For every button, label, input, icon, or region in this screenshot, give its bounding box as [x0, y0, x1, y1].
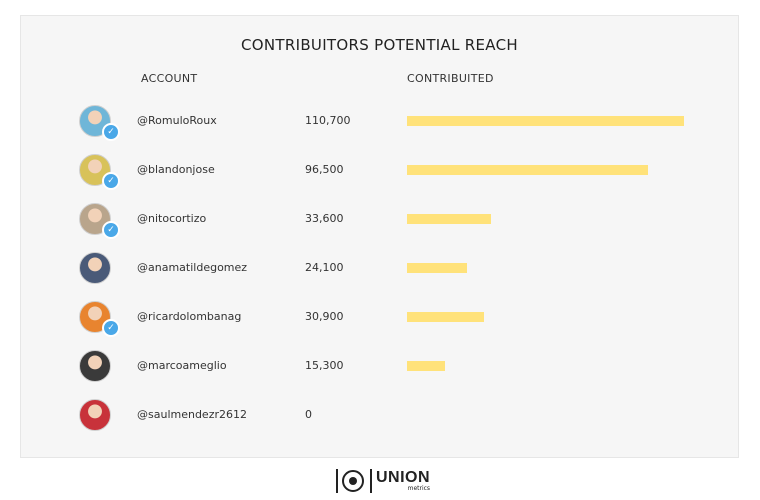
account-handle[interactable]: @RomuloRoux	[137, 114, 217, 127]
logo-divider	[370, 469, 372, 493]
account-handle[interactable]: @blandonjose	[137, 163, 215, 176]
table-row	[21, 150, 738, 194]
reach-bar	[407, 214, 491, 224]
reach-value: 24,100	[305, 261, 344, 274]
brand-name: UNION	[376, 469, 431, 486]
bar-track	[407, 410, 684, 420]
table-row	[21, 101, 738, 145]
reach-bar	[407, 263, 467, 273]
verified-check-icon: ✓	[102, 123, 120, 141]
table-row	[21, 297, 738, 341]
account-handle[interactable]: @saulmendezr2612	[137, 408, 247, 421]
bar-track	[407, 214, 684, 224]
account-handle[interactable]: @marcoameglio	[137, 359, 227, 372]
reach-value: 0	[305, 408, 312, 421]
avatar	[79, 399, 111, 431]
reach-bar	[407, 165, 648, 175]
account-column-header: ACCOUNT	[141, 72, 198, 85]
union-metrics-logo-icon	[342, 470, 364, 492]
bar-track	[407, 312, 684, 322]
reach-value: 15,300	[305, 359, 344, 372]
bar-track	[407, 165, 684, 175]
reach-bar	[407, 361, 445, 371]
reach-value: 33,600	[305, 212, 344, 225]
logo-divider	[336, 469, 338, 493]
account-handle[interactable]: @ricardolombanag	[137, 310, 242, 323]
bar-track	[407, 116, 684, 126]
verified-check-icon: ✓	[102, 172, 120, 190]
chart-panel	[20, 15, 739, 458]
brand-sub: metrics	[407, 485, 431, 492]
account-handle[interactable]: @nitocortizo	[137, 212, 207, 225]
reach-value: 96,500	[305, 163, 344, 176]
reach-bar	[407, 312, 484, 322]
avatar	[79, 252, 111, 284]
contributed-column-header: CONTRIBUITED	[407, 72, 494, 85]
bar-track	[407, 263, 684, 273]
account-handle[interactable]: @anamatildegomez	[137, 261, 248, 274]
table-row	[21, 395, 738, 439]
union-metrics-logo	[336, 467, 430, 495]
table-row	[21, 248, 738, 292]
reach-bar	[407, 116, 684, 126]
chart-title: CONTRIBUITORS POTENTIAL REACH	[241, 36, 518, 54]
table-row	[21, 199, 738, 243]
logo-text	[376, 470, 430, 492]
verified-check-icon: ✓	[102, 221, 120, 239]
reach-value: 110,700	[305, 114, 351, 127]
verified-check-icon: ✓	[102, 319, 120, 337]
avatar	[79, 350, 111, 382]
table-row	[21, 346, 738, 390]
bar-track	[407, 361, 684, 371]
reach-value: 30,900	[305, 310, 344, 323]
